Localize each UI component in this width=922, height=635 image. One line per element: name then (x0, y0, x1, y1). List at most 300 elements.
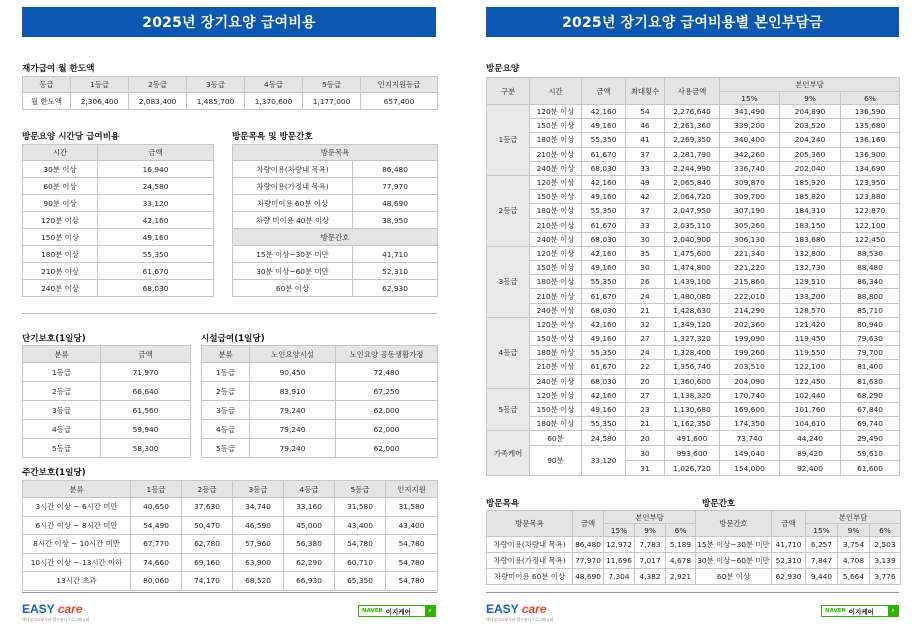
value-cell: 3,139 (870, 553, 901, 569)
section-divider (22, 313, 437, 314)
time-cell: 120분 이상 (530, 388, 582, 402)
value-cell: 21 (626, 417, 665, 431)
value-cell: 54,780 (386, 572, 438, 591)
value-cell: 80,060 (131, 572, 182, 591)
value-cell: 83,910 (250, 382, 336, 401)
table-header-row (233, 229, 438, 246)
value-cell: 136,900 (841, 147, 900, 161)
row-label: 2등급 (202, 382, 250, 401)
naver-label: NAVER (825, 608, 846, 614)
rate-header: 6% (870, 524, 901, 537)
value-cell: 56,380 (284, 535, 335, 554)
value-cell: 121,420 (780, 317, 841, 331)
value-cell: 183,150 (780, 218, 841, 232)
header-cell: 4등급 (245, 77, 303, 93)
value-cell: 205,360 (780, 147, 841, 161)
value-cell: 63,900 (233, 553, 284, 572)
row-label: 월 한도액 (23, 93, 71, 110)
value-cell: 1,370,600 (245, 93, 303, 110)
table-row (233, 161, 438, 178)
time-cell: 210분 이상 (530, 289, 582, 303)
naver-query: 이지케어 (385, 607, 411, 616)
value-cell: 7,304 (604, 569, 635, 585)
value-cell: 37,630 (182, 498, 233, 517)
table-row (23, 161, 214, 178)
table-row (487, 261, 900, 275)
row-label: 240분 이상 (23, 280, 98, 297)
value-cell: 68,030 (582, 374, 626, 388)
value-cell: 31,580 (335, 498, 386, 517)
value-cell: 42,160 (582, 388, 626, 402)
value-cell: 341,490 (720, 105, 780, 119)
time-cell: 120분 이상 (530, 246, 582, 260)
value-cell: 35 (626, 246, 665, 260)
value-cell: 204,090 (720, 374, 780, 388)
row-label: 15분 이상~30분 미만 (696, 537, 772, 553)
magnifier-icon[interactable]: ⌕ (888, 606, 898, 616)
value-cell: 26 (626, 275, 665, 289)
logo-care-text: care (57, 602, 83, 616)
header-cell: 인지지원 (386, 481, 438, 498)
value-cell: 88,530 (841, 246, 900, 260)
short-term-table (22, 345, 191, 458)
value-cell: 86,340 (841, 275, 900, 289)
grade-label: 4등급 (487, 317, 530, 388)
value-cell: 46 (626, 119, 665, 133)
row-label: 차량미이용 60분 이상 (487, 569, 573, 585)
value-cell: 5,664 (838, 569, 870, 585)
value-cell: 199,090 (720, 332, 780, 346)
rate-header: 6% (666, 524, 696, 537)
value-cell: 6,257 (806, 537, 838, 553)
value-cell: 55,350 (98, 246, 214, 263)
rate-header: 15% (720, 92, 780, 105)
value-cell: 119,550 (780, 346, 841, 360)
value-cell: 221,340 (720, 246, 780, 260)
header-cell: 분류 (23, 481, 131, 498)
table-row (487, 246, 900, 260)
value-cell: 89,420 (780, 446, 841, 461)
value-cell: 307,190 (720, 204, 780, 218)
value-cell: 41 (626, 133, 665, 147)
value-cell: 44,240 (780, 431, 841, 446)
table-row (23, 363, 191, 382)
value-cell: 42,160 (582, 317, 626, 331)
value-cell: 305,260 (720, 218, 780, 232)
value-cell: 81,630 (841, 374, 900, 388)
value-cell: 2,306,400 (71, 93, 129, 110)
value-cell: 90,450 (250, 363, 336, 382)
value-cell: 24,580 (98, 178, 214, 195)
value-cell: 306,130 (720, 232, 780, 246)
table-header-row (696, 511, 901, 524)
table-row (487, 374, 900, 388)
value-cell: 55,350 (582, 275, 626, 289)
table-row (487, 105, 900, 119)
row-label: 4등급 (23, 420, 101, 439)
table-row (233, 195, 438, 212)
time-cell: 240분 이상 (530, 232, 582, 246)
value-cell: 136,590 (841, 105, 900, 119)
header-cell: 1등급 (71, 77, 129, 93)
value-cell: 68,030 (98, 280, 214, 297)
table-row (487, 537, 696, 553)
value-cell: 59,610 (841, 446, 900, 461)
value-cell: 86,480 (353, 161, 438, 178)
value-cell: 61,670 (98, 263, 214, 280)
table-row (23, 516, 438, 535)
value-cell: 49,160 (98, 229, 214, 246)
value-cell: 2,040,900 (665, 232, 720, 246)
value-cell: 136,160 (841, 133, 900, 147)
value-cell: 55,350 (582, 133, 626, 147)
bath-nursing-heading: 방문목욕 및 방문간호 (232, 132, 313, 142)
table-row (23, 535, 438, 554)
value-cell: 62,780 (182, 535, 233, 554)
naver-search-box[interactable] (358, 605, 436, 617)
row-label: 13시간 초과 (23, 572, 131, 591)
table-row (487, 175, 900, 189)
value-cell: 4,382 (635, 569, 666, 585)
table-row (487, 317, 900, 331)
table-row (487, 275, 900, 289)
value-cell: 79,240 (250, 420, 336, 439)
row-label: 15분 이상~30분 미만 (233, 246, 353, 263)
table-row (23, 246, 214, 263)
copay-visit-care-table (486, 77, 900, 476)
value-cell: 7,783 (635, 537, 666, 553)
value-cell: 128,570 (780, 303, 841, 317)
table-row (487, 190, 900, 204)
value-cell: 657,400 (361, 93, 438, 110)
table-row (23, 229, 214, 246)
table-row (23, 498, 438, 517)
value-cell: 309,870 (720, 175, 780, 189)
value-cell: 45,000 (284, 516, 335, 535)
value-cell: 68,030 (582, 303, 626, 317)
value-cell: 79,630 (841, 332, 900, 346)
table-row (23, 382, 191, 401)
value-cell: 102,440 (780, 388, 841, 402)
time-cell: 60분 (530, 431, 582, 446)
time-cell: 240분 이상 (530, 303, 582, 317)
value-cell: 1,360,600 (665, 374, 720, 388)
table-row (487, 232, 900, 246)
header-cell: 3등급 (187, 77, 245, 93)
value-cell: 23 (626, 402, 665, 416)
value-cell: 69,740 (841, 417, 900, 431)
value-cell: 41,710 (353, 246, 438, 263)
value-cell: 122,450 (841, 232, 900, 246)
row-label: 210분 이상 (23, 263, 98, 280)
value-cell: 1,475,600 (665, 246, 720, 260)
table-row (233, 280, 438, 297)
table-row (23, 263, 214, 280)
value-cell: 62,930 (772, 569, 806, 585)
value-cell: 42,160 (98, 212, 214, 229)
value-cell: 122,450 (780, 374, 841, 388)
value-cell: 52,310 (772, 553, 806, 569)
value-cell: 62,000 (336, 439, 438, 458)
value-cell: 86,480 (573, 537, 604, 553)
time-cell: 120분 이상 (530, 317, 582, 331)
value-cell: 170,740 (720, 388, 780, 402)
value-cell: 134,690 (841, 161, 900, 175)
value-cell: 122,870 (841, 204, 900, 218)
table-row (487, 417, 900, 431)
value-cell: 42,160 (582, 246, 626, 260)
row-label: 1등급 (202, 363, 250, 382)
table-row (233, 178, 438, 195)
value-cell: 60,710 (335, 553, 386, 572)
value-cell: 22 (626, 360, 665, 374)
short-term-heading: 단기보호(1일당) (22, 334, 86, 344)
value-cell: 3,754 (838, 537, 870, 553)
value-cell: 68,030 (582, 161, 626, 175)
value-cell: 2,281,790 (665, 147, 720, 161)
value-cell: 57,960 (233, 535, 284, 554)
grade-label: 5등급 (487, 388, 530, 431)
header-cell: 방문간호 (696, 511, 772, 537)
row-label: 60분 이상 (23, 178, 98, 195)
value-cell: 62,290 (284, 553, 335, 572)
value-cell: 101,760 (780, 402, 841, 416)
value-cell: 79,240 (250, 439, 336, 458)
grade-label: 3등급 (487, 246, 530, 317)
table-row (487, 431, 900, 446)
value-cell: 174,350 (720, 417, 780, 431)
value-cell: 48,690 (353, 195, 438, 212)
table-header-row (23, 481, 438, 498)
value-cell: 1,439,100 (665, 275, 720, 289)
row-label: 차량이용(차량내 목욕) (233, 161, 353, 178)
value-cell: 2,276,640 (665, 105, 720, 119)
time-cell: 180분 이상 (530, 275, 582, 289)
value-cell: 71,970 (101, 363, 191, 382)
value-cell: 24,580 (582, 431, 626, 446)
rate-header: 6% (841, 92, 900, 105)
value-cell: 149,040 (720, 446, 780, 461)
header-cell: 금액 (101, 346, 191, 363)
value-cell: 54,490 (131, 516, 182, 535)
header-cell: 구분 (487, 78, 530, 105)
value-cell: 5,189 (666, 537, 696, 553)
table-row (487, 133, 900, 147)
value-cell: 1,162,350 (665, 417, 720, 431)
bath-nursing-table (232, 144, 438, 297)
value-cell: 203,510 (720, 360, 780, 374)
right-page-title: 2025년 장기요양 급여비용별 본인부담금 (486, 7, 899, 37)
row-label: 3등급 (23, 401, 101, 420)
row-label: 150분 이상 (23, 229, 98, 246)
time-cell: 90분 (530, 446, 582, 476)
value-cell: 222,010 (720, 289, 780, 303)
footer-divider (22, 592, 437, 593)
row-label: 30분 이상~60분 미만 (233, 263, 353, 280)
table-row (233, 263, 438, 280)
table-row (487, 569, 696, 585)
table-row (202, 363, 438, 382)
value-cell: 46,590 (233, 516, 284, 535)
table-row (487, 161, 900, 175)
header-cell: 사용금액 (665, 78, 720, 105)
table-row (233, 246, 438, 263)
table-header-row (233, 145, 438, 161)
header-cell: 4등급 (284, 481, 335, 498)
value-cell: 49 (626, 175, 665, 189)
facility-table (201, 345, 438, 458)
time-cell: 180분 이상 (530, 204, 582, 218)
value-cell: 21 (626, 303, 665, 317)
magnifier-icon[interactable]: ⌕ (425, 606, 435, 616)
value-cell: 88,800 (841, 289, 900, 303)
time-cell: 240분 이상 (530, 374, 582, 388)
home-limit-table (22, 76, 438, 110)
table-row (487, 204, 900, 218)
value-cell: 80,940 (841, 317, 900, 331)
value-cell: 61,600 (841, 461, 900, 476)
value-cell: 34,740 (233, 498, 284, 517)
value-cell: 203,520 (780, 119, 841, 133)
value-cell: 214,290 (720, 303, 780, 317)
value-cell: 1,474,800 (665, 261, 720, 275)
time-cell: 240분 이상 (530, 161, 582, 175)
value-cell: 43,400 (335, 516, 386, 535)
table-row (696, 569, 901, 585)
row-label: 1등급 (23, 363, 101, 382)
value-cell: 61,670 (582, 147, 626, 161)
header-cell: 인지지원등급 (361, 77, 438, 93)
value-cell: 48,690 (573, 569, 604, 585)
header-cell: 분류 (23, 346, 101, 363)
right-visit-care-heading: 방문요양 (486, 64, 520, 74)
left-page-title: 2025년 장기요양 급여비용 (22, 7, 436, 37)
value-cell: 2,261,360 (665, 119, 720, 133)
header-cell: 분류 (202, 346, 250, 363)
value-cell: 1,327,320 (665, 332, 720, 346)
value-cell: 40,650 (131, 498, 182, 517)
value-cell: 132,730 (780, 261, 841, 275)
value-cell: 1,428,630 (665, 303, 720, 317)
value-cell: 33 (626, 218, 665, 232)
value-cell: 1,177,000 (303, 93, 361, 110)
value-cell: 204,890 (780, 105, 841, 119)
header-cell: 금액 (772, 511, 806, 537)
naver-search-box[interactable] (821, 605, 899, 617)
logo-tagline: 재가장기요양기관 업무관리프로그램 1위 (22, 617, 90, 622)
right-nursing-heading: 방문간호 (702, 499, 736, 509)
footer-divider (486, 592, 899, 593)
table-row (696, 537, 901, 553)
row-label: 4등급 (202, 420, 250, 439)
value-cell: 1,356,740 (665, 360, 720, 374)
value-cell: 42,160 (582, 105, 626, 119)
table-row (233, 212, 438, 229)
table-row (487, 388, 900, 402)
table-header-row (202, 346, 438, 363)
logo-text: EASY (22, 602, 55, 616)
time-cell: 210분 이상 (530, 147, 582, 161)
value-cell: 61,560 (101, 401, 191, 420)
table-row (202, 439, 438, 458)
copay-header: 본인부담 (720, 78, 900, 92)
value-cell: 61,670 (582, 218, 626, 232)
value-cell: 133,200 (780, 289, 841, 303)
time-cell: 150분 이상 (530, 402, 582, 416)
table-row (487, 119, 900, 133)
row-label: 60분 이상 (233, 280, 353, 297)
row-label: 3등급 (202, 401, 250, 420)
copay-header: 본인부담 (604, 511, 696, 524)
table-row (23, 280, 214, 297)
value-cell: 66,930 (284, 572, 335, 591)
header-cell: 1등급 (131, 481, 182, 498)
logo-text: EASY (486, 602, 519, 616)
value-cell: 30 (626, 261, 665, 275)
value-cell: 3,776 (870, 569, 901, 585)
row-label: 차량미이용 60분 이상 (233, 195, 353, 212)
header-cell: 2등급 (182, 481, 233, 498)
right-page (461, 0, 922, 635)
row-label: 차량이용(가정내 목욕) (233, 178, 353, 195)
value-cell: 12,972 (604, 537, 635, 553)
value-cell: 4,708 (838, 553, 870, 569)
table-row (23, 212, 214, 229)
naver-query: 이지케어 (848, 607, 874, 616)
value-cell: 66,640 (101, 382, 191, 401)
value-cell: 2,503 (870, 537, 901, 553)
value-cell: 2,921 (666, 569, 696, 585)
logo-tagline: 재가장기요양기관 업무관리프로그램 1위 (486, 617, 554, 622)
table-row (487, 346, 900, 360)
row-label: 120분 이상 (23, 212, 98, 229)
value-cell: 122,100 (780, 360, 841, 374)
value-cell: 122,100 (841, 218, 900, 232)
value-cell: 43,400 (386, 516, 438, 535)
time-cell: 180분 이상 (530, 133, 582, 147)
value-cell: 62,930 (353, 280, 438, 297)
value-cell: 1,138,320 (665, 388, 720, 402)
table-row (487, 332, 900, 346)
logo-care-text: care (521, 602, 547, 616)
value-cell: 79,700 (841, 346, 900, 360)
easycare-logo (486, 602, 547, 616)
time-cell: 120분 이상 (530, 105, 582, 119)
naver-label: NAVER (362, 608, 383, 614)
row-label: 2등급 (23, 382, 101, 401)
rate-header: 15% (604, 524, 635, 537)
table-row (23, 195, 214, 212)
time-cell: 150분 이상 (530, 119, 582, 133)
header-cell: 3등급 (233, 481, 284, 498)
value-cell: 41,710 (772, 537, 806, 553)
table-header-row (487, 511, 696, 524)
value-cell: 79,240 (250, 401, 336, 420)
value-cell: 49,160 (582, 332, 626, 346)
table-row (23, 572, 438, 591)
value-cell: 27 (626, 388, 665, 402)
value-cell: 2,035,110 (665, 218, 720, 232)
day-night-heading: 주간보호(1일당) (22, 468, 86, 478)
header-cell: 시간 (23, 145, 98, 161)
value-cell: 123,950 (841, 175, 900, 189)
table-row (487, 303, 900, 317)
day-night-table (22, 480, 438, 591)
value-cell: 50,470 (182, 516, 233, 535)
row-label: 차량이용(가정내 목욕) (487, 553, 573, 569)
time-cell: 210분 이상 (530, 360, 582, 374)
value-cell: 55,350 (582, 417, 626, 431)
